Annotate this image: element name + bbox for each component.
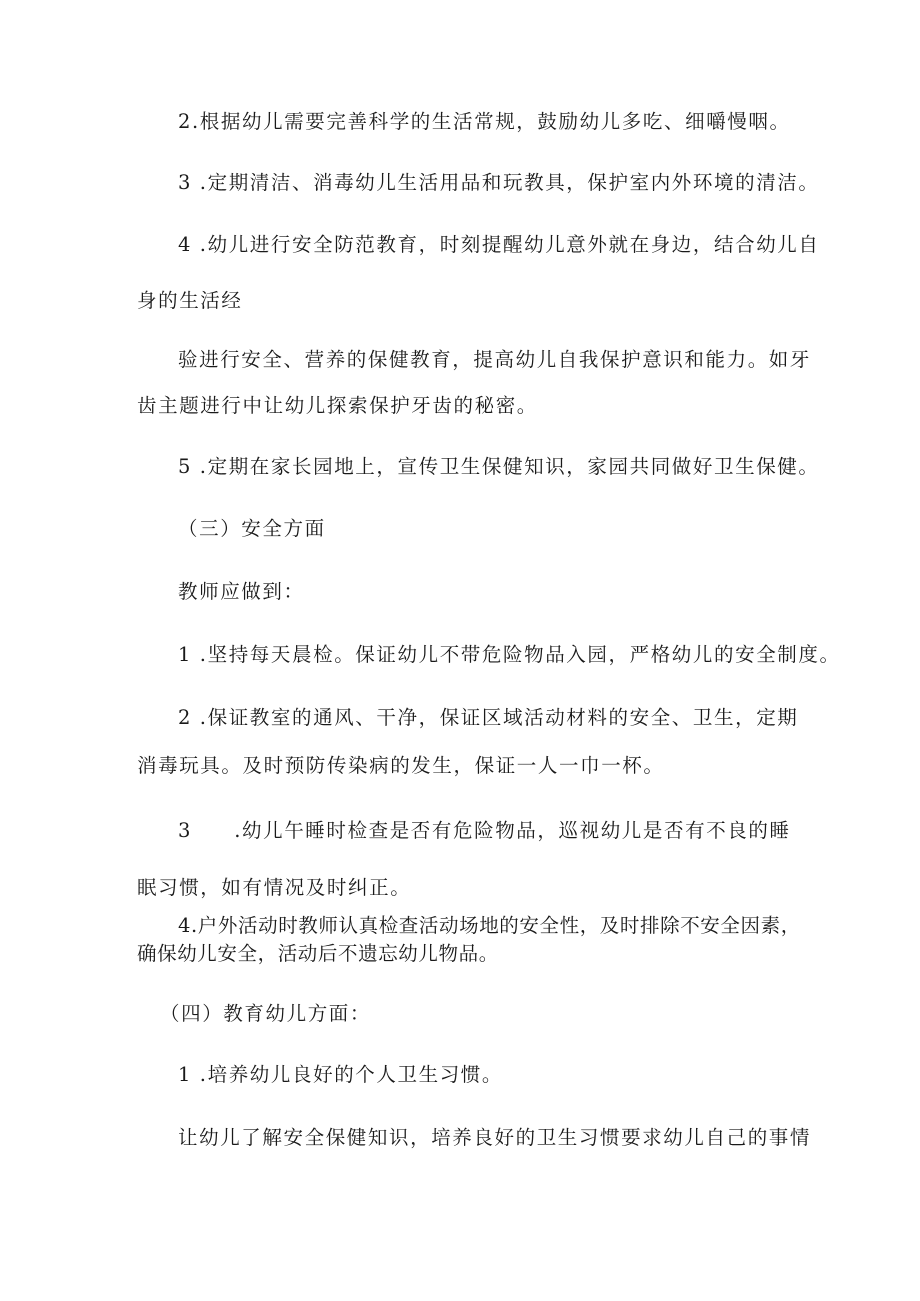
text-line: 1 .坚持每天晨检。保证幼儿不带危险物品入园，严格幼儿的安全制度。 xyxy=(178,643,841,666)
text-line: 5 .定期在家长园地上，宣传卫生保健知识，家园共同做好卫生保健。 xyxy=(178,455,820,478)
text-line: 2.根据幼儿需要完善科学的生活常规，鼓励幼儿多吃、细嚼慢咽。 xyxy=(178,110,791,133)
text-line: 验进行安全、营养的保健教育，提高幼儿自我保护意识和能力。如牙 xyxy=(178,348,812,371)
text-line: 消毒玩具。及时预防传染病的发生，保证一人一巾一杯。 xyxy=(137,754,665,777)
section-heading: （四）教育幼儿方面： xyxy=(160,1002,372,1025)
text-line: 4 .幼儿进行安全防范教育，时刻提醒幼儿意外就在身边，结合幼儿自 xyxy=(178,233,820,256)
text-line: 眠习惯，如有情况及时纠正。 xyxy=(137,876,412,899)
text-line: 3 .幼儿午睡时检查是否有危险物品，巡视幼儿是否有不良的睡 xyxy=(178,819,791,842)
text-line: 教师应做到： xyxy=(178,580,305,603)
text-line: 1 .培养幼儿良好的个人卫生习惯。 xyxy=(178,1063,504,1086)
text-line: 2 .保证教室的通风、干净，保证区域活动材料的安全、卫生，定期 xyxy=(178,706,799,729)
text-line: 让幼儿了解安全保健知识，培养良好的卫生习惯要求幼儿自己的事情 xyxy=(178,1126,812,1149)
text-line: 身的生活经 xyxy=(137,289,243,312)
section-heading: （三）安全方面 xyxy=(178,517,326,540)
text-line: 4.户外活动时教师认真检查活动场地的安全性，及时排除不安全因素， xyxy=(178,914,801,937)
text-line: 确保幼儿安全，活动后不遗忘幼儿物品。 xyxy=(137,942,499,965)
text-line: 齿主题进行中让幼儿探索保护牙齿的秘密。 xyxy=(137,394,538,417)
text-line: 3 .定期清洁、消毒幼儿生活用品和玩教具，保护室内外环境的清洁。 xyxy=(178,171,820,194)
